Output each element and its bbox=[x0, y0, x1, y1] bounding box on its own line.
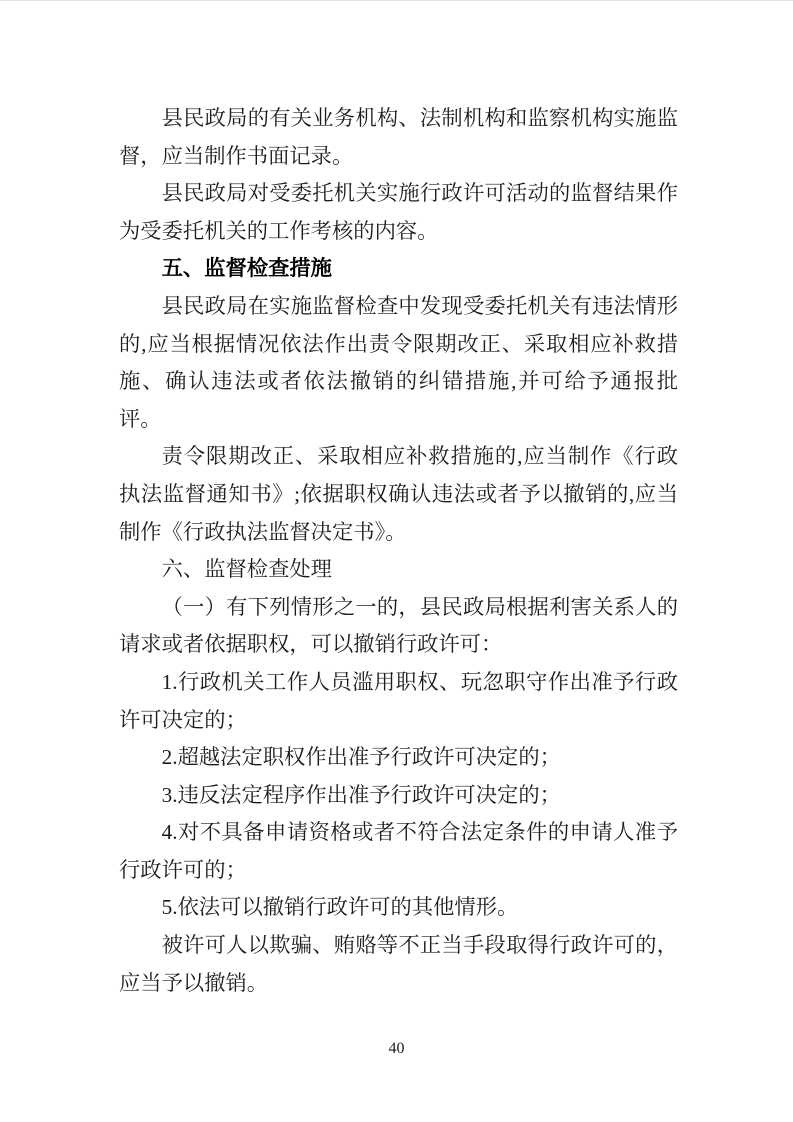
paragraph: 县民政局在实施监督检查中发现受委托机关有违法情形的,应当根据情况依法作出责令限期改正、采取相应补救措施、确认违法或者依法撤销的纠错措施,并可给予通报批评。 bbox=[119, 293, 678, 431]
page-footer bbox=[0, 1039, 793, 1059]
paragraph: 责令限期改正、采取相应补救措施的,应当制作《行政执法监督通知书》;依据职权确认违法或者予以撤销的,应当制作《行政执法监督决定书》。 bbox=[119, 444, 678, 544]
paragraph: 六、监督检查处理 bbox=[161, 557, 332, 582]
paragraph: 县民政局对受委托机关实施行政许可活动的监督结果作为受委托机关的工作考核的内容。 bbox=[119, 181, 678, 243]
paragraph: 县民政局的有关业务机构、法制机构和监察机构实施监督，应当制作书面记录。 bbox=[119, 106, 678, 168]
paragraph: 5.依法可以撤销行政许可的其他情形。 bbox=[161, 895, 519, 920]
paragraph: 被许可人以欺骗、贿赂等不正当手段取得行政许可的，应当予以撤销。 bbox=[119, 933, 678, 995]
paragraph: 3.违反法定程序作出准予行政许可决定的； bbox=[161, 782, 561, 807]
paragraph: 4.对不具备申请资格或者不符合法定条件的申请人准予行政许可的； bbox=[119, 820, 678, 882]
document-body bbox=[119, 100, 678, 1002]
section-heading: 五、监督检查措施 bbox=[161, 256, 332, 282]
page-number: 40 bbox=[388, 1040, 405, 1057]
paragraph: 1.行政机关工作人员滥用职权、玩忽职守作出准予行政许可决定的； bbox=[119, 669, 678, 732]
paragraph: 2.超越法定职权作出准予行政许可决定的； bbox=[161, 745, 561, 770]
paragraph: （一）有下列情形之一的，县民政局根据利害关系人的请求或者依据职权，可以撤销行政许可： bbox=[119, 594, 678, 657]
